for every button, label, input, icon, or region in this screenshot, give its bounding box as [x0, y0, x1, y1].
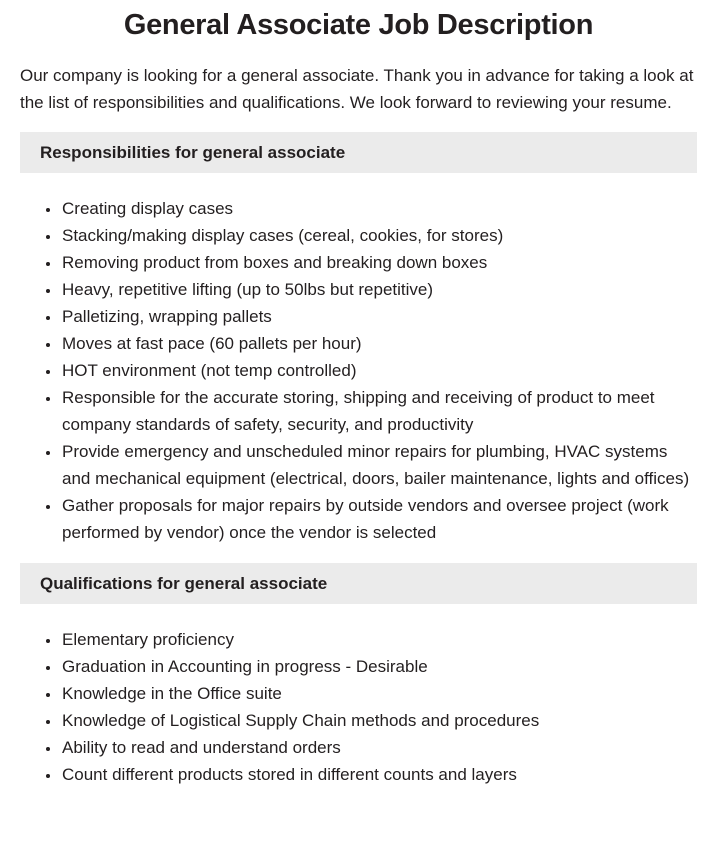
list-item: • Palletizing, wrapping pallets	[61, 303, 697, 330]
qualifications-heading: Qualifications for general associate	[20, 563, 697, 604]
intro-paragraph: Our company is looking for a general associate. Thank you in advance for taking a look at the list of responsibilities and qualifications. We look forward to reviewing your resume.	[20, 66, 694, 112]
section-responsibilities	[20, 132, 697, 546]
list-item: • Graduation in Accounting in progress - Desirable	[61, 653, 697, 680]
list-item: • Provide emergency and unscheduled minor repairs for plumbing, HVAC systems and mechanical equipment (electrical, doors, bailer maintenance, lights and offices)	[61, 438, 697, 492]
responsibilities-heading: Responsibilities for general associate	[20, 132, 697, 173]
list-item: • Knowledge of Logistical Supply Chain methods and procedures	[61, 707, 697, 734]
page-title: General Associate Job Description	[123, 9, 594, 41]
responsibilities-list	[20, 195, 697, 546]
qualifications-list	[20, 626, 697, 788]
list-item: • Responsible for the accurate storing, shipping and receiving of product to meet company standards of safety, security, and productivity	[61, 384, 697, 438]
section-qualifications	[20, 563, 697, 788]
list-item: • Heavy, repetitive lifting (up to 50lbs but repetitive)	[61, 276, 697, 303]
list-item: • Ability to read and understand orders	[61, 734, 697, 761]
list-item: • Creating display cases	[61, 195, 697, 222]
list-item: • Gather proposals for major repairs by outside vendors and oversee project (work performed by vendor) once the vendor is selected	[61, 492, 697, 546]
list-item: • Stacking/making display cases (cereal, cookies, for stores)	[61, 222, 697, 249]
list-item: • Knowledge in the Office suite	[61, 680, 697, 707]
list-item: • Removing product from boxes and breaking down boxes	[61, 249, 697, 276]
list-item: • Count different products stored in different counts and layers	[61, 761, 697, 788]
list-item: • HOT environment (not temp controlled)	[61, 357, 697, 384]
list-item: • Elementary proficiency	[61, 626, 697, 653]
list-item: • Moves at fast pace (60 pallets per hour)	[61, 330, 697, 357]
